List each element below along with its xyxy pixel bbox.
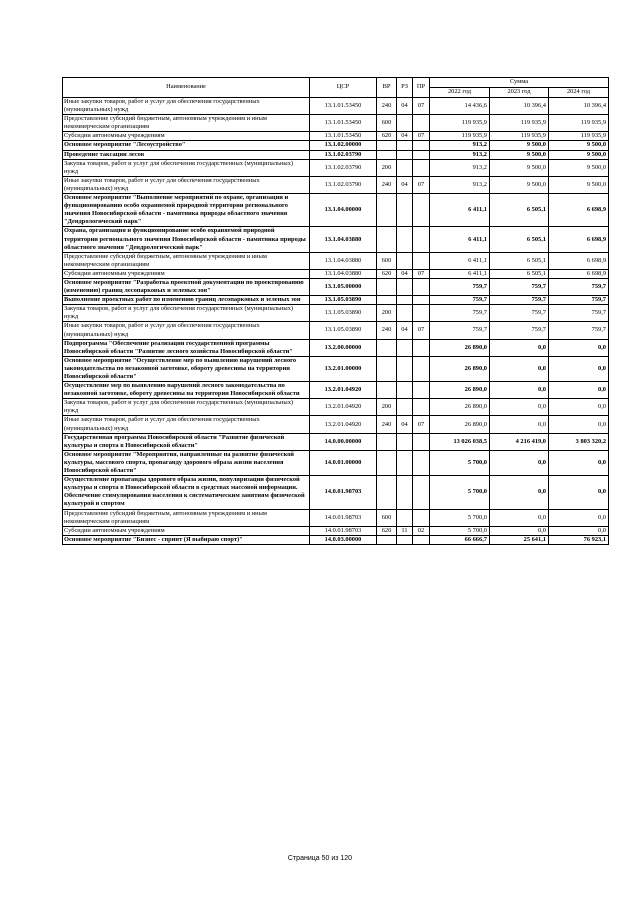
row-rz-cell	[397, 278, 413, 295]
row-2023-cell: 9 500,0	[490, 176, 549, 193]
row-pr-cell	[413, 450, 430, 475]
row-2023-cell: 6 505,1	[490, 227, 549, 252]
row-name-cell: Предоставление субсидий бюджетным, автономным учреждениям и иным некоммерческим организациям	[63, 509, 310, 526]
row-pr-cell: 07	[413, 269, 430, 278]
row-2022-cell: 26 890,0	[430, 382, 490, 399]
row-2023-cell: 119 935,9	[490, 132, 549, 141]
row-vr-cell	[377, 150, 397, 159]
row-pr-cell: 07	[413, 416, 430, 433]
row-vr-cell	[377, 194, 397, 227]
row-2022-cell: 5 700,0	[430, 526, 490, 535]
row-2022-cell: 5 700,0	[430, 509, 490, 526]
table-row	[63, 141, 609, 150]
row-pr-cell	[413, 252, 430, 269]
row-name-cell: Основное мероприятие "Мероприятия, направленные на развитие физической культуры, массового спорта, пропаганду здорового образа жизни населения Новосибирской области"	[63, 450, 310, 475]
row-2024-cell: 0,0	[549, 450, 609, 475]
row-2022-cell: 14 436,6	[430, 98, 490, 115]
row-name-cell: Закупка товаров, работ и услуг для обеспечения государственных (муниципальных) нужд	[63, 159, 310, 176]
row-pr-cell: 07	[413, 176, 430, 193]
row-rz-cell	[397, 227, 413, 252]
row-2022-cell: 26 890,0	[430, 416, 490, 433]
row-vr-cell	[377, 476, 397, 509]
row-pr-cell	[413, 535, 430, 544]
row-csr-cell: 13.2.01.00000	[310, 356, 377, 381]
row-rz-cell	[397, 305, 413, 322]
table-row	[63, 269, 609, 278]
row-csr-cell: 14.0.03.00000	[310, 535, 377, 544]
row-csr-cell: 13.2.00.00000	[310, 339, 377, 356]
row-2024-cell: 9 500,0	[549, 159, 609, 176]
row-2022-cell: 759,7	[430, 305, 490, 322]
row-csr-cell: 13.1.01.53450	[310, 98, 377, 115]
row-csr-cell: 14.0.01.98703	[310, 526, 377, 535]
row-2023-cell: 0,0	[490, 339, 549, 356]
row-rz-cell	[397, 509, 413, 526]
row-pr-cell: 07	[413, 322, 430, 339]
row-vr-cell: 600	[377, 115, 397, 132]
row-2024-cell: 759,7	[549, 322, 609, 339]
row-name-cell: Основное мероприятие "Выполнение мероприятий по охране, организации и функционированию особо охраняемой природной территории регионального значения Новосибирской области - памятника природы областного значения "Дендрологический парк"	[63, 194, 310, 227]
row-2022-cell: 13 026 038,5	[430, 433, 490, 450]
row-2024-cell: 6 698,9	[549, 269, 609, 278]
row-pr-cell	[413, 356, 430, 381]
row-2023-cell: 0,0	[490, 416, 549, 433]
table-row	[63, 382, 609, 399]
row-vr-cell: 240	[377, 416, 397, 433]
row-2024-cell: 0,0	[549, 356, 609, 381]
row-rz-cell	[397, 252, 413, 269]
row-2024-cell: 6 698,9	[549, 252, 609, 269]
col-pr-header: ПР	[413, 78, 430, 98]
row-2024-cell: 119 935,9	[549, 132, 609, 141]
row-name-cell: Подпрограмма "Обеспечение реализации государственной программы Новосибирской области "Развитие лесного хозяйства Новосибирской области"	[63, 339, 310, 356]
row-2024-cell: 0,0	[549, 509, 609, 526]
row-name-cell: Осуществление мер по выявлению нарушений лесного законодательства по незаконной заготовке, обороту древесины на территории Новосибирской области	[63, 382, 310, 399]
row-vr-cell	[377, 433, 397, 450]
row-2022-cell: 759,7	[430, 296, 490, 305]
table-row	[63, 150, 609, 159]
table-row	[63, 227, 609, 252]
row-pr-cell	[413, 296, 430, 305]
row-name-cell: Субсидии автономным учреждениям	[63, 132, 310, 141]
row-pr-cell	[413, 339, 430, 356]
table-row	[63, 159, 609, 176]
row-2023-cell: 0,0	[490, 526, 549, 535]
row-csr-cell: 13.1.05.03890	[310, 296, 377, 305]
row-2023-cell: 6 505,1	[490, 194, 549, 227]
row-2023-cell: 0,0	[490, 476, 549, 509]
row-2022-cell: 6 411,1	[430, 194, 490, 227]
row-csr-cell: 14.0.01.98703	[310, 476, 377, 509]
row-vr-cell: 200	[377, 399, 397, 416]
row-2024-cell: 0,0	[549, 526, 609, 535]
row-name-cell: Государственная программа Новосибирской области "Развитие физической культуры и спорта в Новосибирской области"	[63, 433, 310, 450]
row-rz-cell	[397, 150, 413, 159]
row-2022-cell: 6 411,1	[430, 269, 490, 278]
row-rz-cell	[397, 535, 413, 544]
col-name-header: Наименование	[63, 78, 310, 98]
row-2023-cell: 4 216 419,0	[490, 433, 549, 450]
row-2022-cell: 6 411,1	[430, 252, 490, 269]
table-row	[63, 278, 609, 295]
row-2022-cell: 913,2	[430, 150, 490, 159]
row-vr-cell	[377, 296, 397, 305]
row-pr-cell	[413, 227, 430, 252]
row-2023-cell: 9 500,0	[490, 159, 549, 176]
row-vr-cell: 620	[377, 526, 397, 535]
row-2023-cell: 119 935,9	[490, 115, 549, 132]
table-row	[63, 322, 609, 339]
row-csr-cell: 13.1.05.03890	[310, 305, 377, 322]
row-csr-cell: 13.2.01.04920	[310, 416, 377, 433]
row-pr-cell	[413, 509, 430, 526]
table-row	[63, 115, 609, 132]
row-vr-cell	[377, 356, 397, 381]
row-2022-cell: 913,2	[430, 159, 490, 176]
row-vr-cell: 600	[377, 509, 397, 526]
row-2024-cell: 6 698,9	[549, 227, 609, 252]
row-name-cell: Осуществление пропаганды здорового образа жизни, популяризации физической культуры и спорта в Новосибирской области в средствах массовой информации. Обеспечение стимулирования населения к систематическим занятиям физической культурой и спортом	[63, 476, 310, 509]
row-2022-cell: 759,7	[430, 322, 490, 339]
row-2023-cell: 759,7	[490, 278, 549, 295]
row-rz-cell	[397, 399, 413, 416]
row-name-cell: Предоставление субсидий бюджетным, автономным учреждениям и иным некоммерческим организациям	[63, 252, 310, 269]
row-name-cell: Иные закупки товаров, работ и услуг для обеспечения государственных (муниципальных) нужд	[63, 416, 310, 433]
row-2022-cell: 66 666,7	[430, 535, 490, 544]
row-name-cell: Охрана, организация и функционирование особо охраняемой природной территории регионального значения Новосибирской области - памятника природы областного значения "Дендрологический парк"	[63, 227, 310, 252]
table-row	[63, 132, 609, 141]
row-2024-cell: 119 935,9	[549, 115, 609, 132]
row-csr-cell: 13.1.04.03880	[310, 252, 377, 269]
row-name-cell: Основное мероприятие "Осуществление мер по выявлению нарушений лесного законодательства по незаконной заготовке, обороту древесины на территории Новосибирской области"	[63, 356, 310, 381]
row-csr-cell: 13.1.02.00000	[310, 141, 377, 150]
col-rz-header: РЗ	[397, 78, 413, 98]
row-2024-cell: 0,0	[549, 382, 609, 399]
row-2022-cell: 5 700,0	[430, 450, 490, 475]
row-rz-cell	[397, 476, 413, 509]
row-name-cell: Основное мероприятие "Разработка проектной документации по проектированию (изменению) границ лесопарковых и зеленых зон"	[63, 278, 310, 295]
row-name-cell: Закупка товаров, работ и услуг для обеспечения государственных (муниципальных) нужд	[63, 305, 310, 322]
row-2022-cell: 119 935,9	[430, 115, 490, 132]
row-2022-cell: 119 935,9	[430, 132, 490, 141]
row-name-cell: Субсидии автономным учреждениям	[63, 526, 310, 535]
table-row	[63, 450, 609, 475]
row-2024-cell: 0,0	[549, 339, 609, 356]
row-pr-cell	[413, 433, 430, 450]
col-year-2024-header: 2024 год	[549, 88, 609, 98]
row-pr-cell	[413, 115, 430, 132]
row-2022-cell: 913,2	[430, 141, 490, 150]
row-csr-cell: 14.0.00.00000	[310, 433, 377, 450]
table-body	[63, 98, 609, 545]
budget-table-sheet	[62, 77, 608, 545]
table-row	[63, 356, 609, 381]
row-pr-cell	[413, 150, 430, 159]
row-2024-cell: 0,0	[549, 399, 609, 416]
table-row	[63, 305, 609, 322]
col-year-2023-header: 2023 год	[490, 88, 549, 98]
table-row	[63, 476, 609, 509]
row-2023-cell: 0,0	[490, 509, 549, 526]
table-row	[63, 526, 609, 535]
row-vr-cell: 200	[377, 159, 397, 176]
row-vr-cell: 240	[377, 176, 397, 193]
table-row	[63, 252, 609, 269]
row-csr-cell: 13.1.01.53450	[310, 115, 377, 132]
table-row	[63, 433, 609, 450]
row-csr-cell: 14.0.01.00000	[310, 450, 377, 475]
row-rz-cell: 04	[397, 132, 413, 141]
row-vr-cell: 620	[377, 132, 397, 141]
row-rz-cell: 04	[397, 98, 413, 115]
table-row	[63, 399, 609, 416]
row-2023-cell: 25 641,1	[490, 535, 549, 544]
row-name-cell: Основное мероприятие "Бизнес - спринт (Я выбираю спорт)"	[63, 535, 310, 544]
row-rz-cell: 11	[397, 526, 413, 535]
row-2023-cell: 0,0	[490, 356, 549, 381]
row-2023-cell: 0,0	[490, 382, 549, 399]
row-name-cell: Основное мероприятие "Лесоустройство"	[63, 141, 310, 150]
row-name-cell: Иные закупки товаров, работ и услуг для обеспечения государственных (муниципальных) нужд	[63, 176, 310, 193]
row-2024-cell: 9 500,0	[549, 176, 609, 193]
row-pr-cell	[413, 278, 430, 295]
row-pr-cell	[413, 476, 430, 509]
row-vr-cell: 200	[377, 305, 397, 322]
row-name-cell: Иные закупки товаров, работ и услуг для обеспечения государственных (муниципальных) нужд	[63, 322, 310, 339]
row-pr-cell: 07	[413, 98, 430, 115]
row-rz-cell	[397, 141, 413, 150]
row-rz-cell	[397, 356, 413, 381]
page-number: Страница 50 из 120	[287, 855, 353, 862]
table-row	[63, 194, 609, 227]
row-pr-cell: 07	[413, 132, 430, 141]
row-2023-cell: 10 396,4	[490, 98, 549, 115]
row-vr-cell: 600	[377, 252, 397, 269]
row-csr-cell: 13.1.05.00000	[310, 278, 377, 295]
row-2023-cell: 6 505,1	[490, 252, 549, 269]
row-2024-cell: 9 500,0	[549, 141, 609, 150]
row-vr-cell	[377, 382, 397, 399]
row-vr-cell	[377, 535, 397, 544]
row-csr-cell: 13.1.02.03790	[310, 150, 377, 159]
row-vr-cell: 240	[377, 322, 397, 339]
row-name-cell: Выполнение проектных работ по изменению границ лесопарковых и зеленых зон	[63, 296, 310, 305]
row-csr-cell: 13.1.04.00000	[310, 194, 377, 227]
row-rz-cell: 04	[397, 322, 413, 339]
row-2024-cell: 759,7	[549, 278, 609, 295]
row-2022-cell: 6 411,1	[430, 227, 490, 252]
row-vr-cell	[377, 227, 397, 252]
row-pr-cell	[413, 159, 430, 176]
row-csr-cell: 13.1.01.53450	[310, 132, 377, 141]
row-rz-cell	[397, 296, 413, 305]
row-rz-cell: 04	[397, 269, 413, 278]
row-name-cell: Субсидии автономным учреждениям	[63, 269, 310, 278]
row-2023-cell: 9 500,0	[490, 150, 549, 159]
row-2022-cell: 5 700,0	[430, 476, 490, 509]
table-row	[63, 416, 609, 433]
table-row	[63, 535, 609, 544]
row-vr-cell	[377, 278, 397, 295]
col-year-2022-header: 2022 год	[430, 88, 490, 98]
row-vr-cell	[377, 450, 397, 475]
row-rz-cell	[397, 433, 413, 450]
row-rz-cell	[397, 450, 413, 475]
row-rz-cell	[397, 382, 413, 399]
table-row	[63, 98, 609, 115]
row-name-cell: Иные закупки товаров, работ и услуг для обеспечения государственных (муниципальных) нужд	[63, 98, 310, 115]
row-csr-cell: 13.1.05.03890	[310, 322, 377, 339]
row-2022-cell: 913,2	[430, 176, 490, 193]
budget-table	[62, 77, 609, 545]
row-name-cell: Проведение таксации лесов	[63, 150, 310, 159]
row-csr-cell: 13.1.02.03790	[310, 159, 377, 176]
row-rz-cell	[397, 115, 413, 132]
table-row	[63, 339, 609, 356]
table-row	[63, 296, 609, 305]
row-vr-cell: 240	[377, 98, 397, 115]
row-2024-cell: 9 500,0	[549, 150, 609, 159]
row-2024-cell: 6 698,9	[549, 194, 609, 227]
row-csr-cell: 13.1.04.03880	[310, 269, 377, 278]
row-pr-cell	[413, 399, 430, 416]
row-2024-cell: 759,7	[549, 296, 609, 305]
row-2024-cell: 10 396,4	[549, 98, 609, 115]
row-rz-cell: 04	[397, 176, 413, 193]
row-2022-cell: 759,7	[430, 278, 490, 295]
row-vr-cell: 620	[377, 269, 397, 278]
row-2022-cell: 26 890,0	[430, 356, 490, 381]
row-rz-cell	[397, 159, 413, 176]
row-pr-cell	[413, 382, 430, 399]
row-2022-cell: 26 890,0	[430, 399, 490, 416]
row-pr-cell	[413, 305, 430, 322]
row-pr-cell: 02	[413, 526, 430, 535]
row-2023-cell: 759,7	[490, 296, 549, 305]
row-2023-cell: 0,0	[490, 399, 549, 416]
table-row	[63, 509, 609, 526]
row-vr-cell	[377, 339, 397, 356]
row-csr-cell: 13.1.02.03790	[310, 176, 377, 193]
row-2024-cell: 0,0	[549, 476, 609, 509]
col-vr-header: ВР	[377, 78, 397, 98]
row-2024-cell: 3 803 320,2	[549, 433, 609, 450]
row-csr-cell: 13.1.04.03880	[310, 227, 377, 252]
row-csr-cell: 13.2.01.04920	[310, 399, 377, 416]
row-2024-cell: 0,0	[549, 416, 609, 433]
row-2023-cell: 9 500,0	[490, 141, 549, 150]
col-sum-header: Сумма	[430, 78, 609, 88]
col-csr-header: ЦСР	[310, 78, 377, 98]
row-rz-cell	[397, 339, 413, 356]
row-2023-cell: 759,7	[490, 322, 549, 339]
row-name-cell: Предоставление субсидий бюджетным, автономным учреждениям и иным некоммерческим организациям	[63, 115, 310, 132]
row-vr-cell	[377, 141, 397, 150]
row-2023-cell: 0,0	[490, 450, 549, 475]
row-2022-cell: 26 890,0	[430, 339, 490, 356]
table-row	[63, 176, 609, 193]
row-rz-cell: 04	[397, 416, 413, 433]
row-2024-cell: 759,7	[549, 305, 609, 322]
row-csr-cell: 13.2.01.04920	[310, 382, 377, 399]
row-2024-cell: 76 923,1	[549, 535, 609, 544]
table-header	[63, 78, 609, 98]
row-pr-cell	[413, 194, 430, 227]
row-csr-cell: 14.0.01.98703	[310, 509, 377, 526]
row-pr-cell	[413, 141, 430, 150]
row-rz-cell	[397, 194, 413, 227]
row-name-cell: Закупка товаров, работ и услуг для обеспечения государственных (муниципальных) нужд	[63, 399, 310, 416]
row-2023-cell: 6 505,1	[490, 269, 549, 278]
row-2023-cell: 759,7	[490, 305, 549, 322]
